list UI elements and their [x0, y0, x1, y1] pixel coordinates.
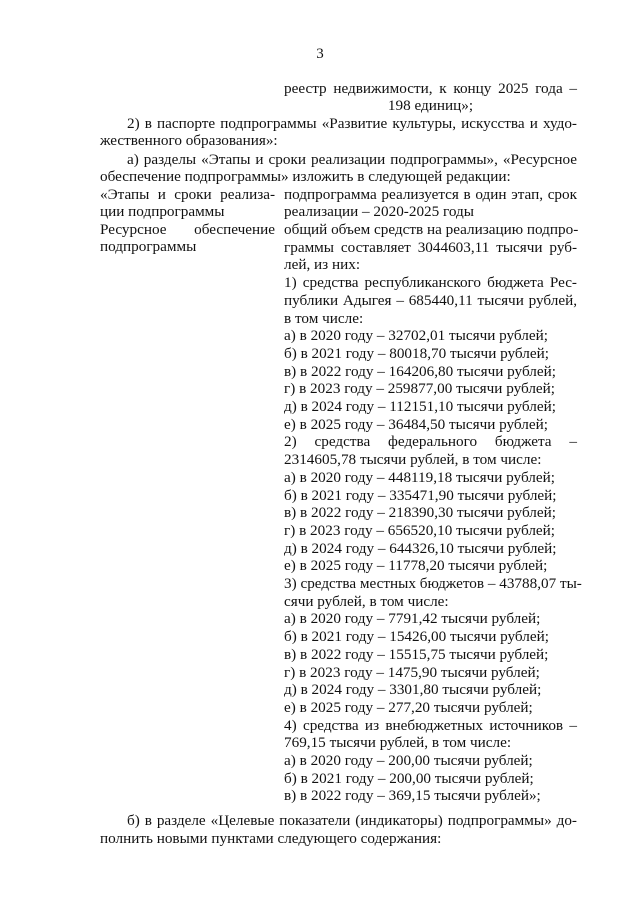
resource-line: г) в 2023 году – 259877,00 тысячи рублей;	[284, 380, 556, 398]
resource-line: а) в 2020 году – 448119,18 тысячи рублей;	[284, 468, 555, 486]
resource-line: 2) средства федерального бюджета –	[284, 433, 577, 451]
resource-line: лей, из них:	[284, 256, 361, 274]
resource-line: 2314605,78 тысячи рублей, в том числе:	[284, 451, 542, 469]
resource-line: е) в 2025 году – 277,20 тысячи рублей;	[284, 698, 533, 716]
text-line: 2) в паспорте подпрограммы «Развитие культуры, искусства и худо-	[127, 115, 577, 132]
resource-line: а) в 2020 году – 32702,01 тысячи рублей;	[284, 327, 548, 345]
text-line: жественного образования»:	[100, 132, 278, 149]
resource-line: граммы составляет 3044603,11 тысячи руб-	[284, 238, 577, 256]
text-line: обеспечение подпрограммы» изложить в следующей редакции:	[100, 168, 511, 185]
table-value: реализации – 2020-2025 годы	[284, 203, 474, 220]
resource-line: а) в 2020 году – 7791,42 тысячи рублей;	[284, 610, 541, 628]
resource-line: 3) средства местных бюджетов – 43788,07 ты-	[284, 575, 582, 592]
text-line: 198 единиц»;	[387, 97, 474, 114]
text-line: полнить новыми пунктами следующего содержания:	[100, 830, 442, 847]
resource-line: е) в 2025 году – 36484,50 тысячи рублей;	[284, 415, 548, 433]
resource-line: в том числе:	[284, 309, 364, 327]
resource-line: публики Адыгея – 685440,11 тысячи рублей,	[284, 291, 577, 309]
text-line: б) в разделе «Целевые показатели (индикаторы) подпрограммы» до-	[127, 812, 577, 829]
table-label: Ресурсное обеспечение	[100, 221, 275, 238]
resource-line: в) в 2022 году – 218390,30 тысячи рублей;	[284, 504, 556, 522]
text-line: а) разделы «Этапы и сроки реализации подпрограммы», «Ресурсное	[127, 151, 577, 168]
resource-line: в) в 2022 году – 369,15 тысячи рублей»;	[284, 787, 541, 805]
text-line: реестр недвижимости, к концу 2025 года –	[284, 80, 577, 97]
resource-line: общий объем средств на реализацию подпро-	[284, 221, 579, 238]
resource-line: г) в 2023 году – 656520,10 тысячи рублей;	[284, 521, 556, 539]
table-value: подпрограмма реализуется в один этап, срок	[284, 186, 577, 203]
resource-line: б) в 2021 году – 335471,90 тысячи рублей;	[284, 486, 557, 504]
resource-line: 1) средства республиканского бюджета Рес-	[284, 274, 577, 292]
table-label: «Этапы и сроки реализа-	[100, 186, 275, 203]
resource-line: б) в 2021 году – 15426,00 тысячи рублей;	[284, 628, 549, 646]
resource-line: 769,15 тысячи рублей, в том числе:	[284, 734, 512, 752]
resource-line: 4) средства из внебюджетных источников –	[284, 716, 577, 734]
resource-line: е) в 2025 году – 11778,20 тысячи рублей;	[284, 557, 548, 575]
resource-line: сячи рублей, в том числе:	[284, 592, 449, 610]
table-label: подпрограммы	[100, 238, 197, 255]
resource-line: в) в 2022 году – 15515,75 тысячи рублей;	[284, 645, 549, 663]
resource-line: а) в 2020 году – 200,00 тысячи рублей;	[284, 752, 533, 769]
resource-line: д) в 2024 году – 112151,10 тысячи рублей;	[284, 398, 556, 415]
resource-line: б) в 2021 году – 80018,70 тысячи рублей;	[284, 344, 549, 362]
resource-line: б) в 2021 году – 200,00 тысячи рублей;	[284, 769, 534, 787]
table-label: ции подпрограммы	[100, 203, 225, 220]
resource-line: в) в 2022 году – 164206,80 тысячи рублей;	[284, 362, 556, 380]
resource-line: д) в 2024 году – 3301,80 тысячи рублей;	[284, 681, 542, 699]
resource-line: д) в 2024 году – 644326,10 тысячи рублей;	[284, 539, 557, 557]
resource-line: г) в 2023 году – 1475,90 тысячи рублей;	[284, 663, 540, 681]
page-number: 3	[316, 46, 324, 62]
